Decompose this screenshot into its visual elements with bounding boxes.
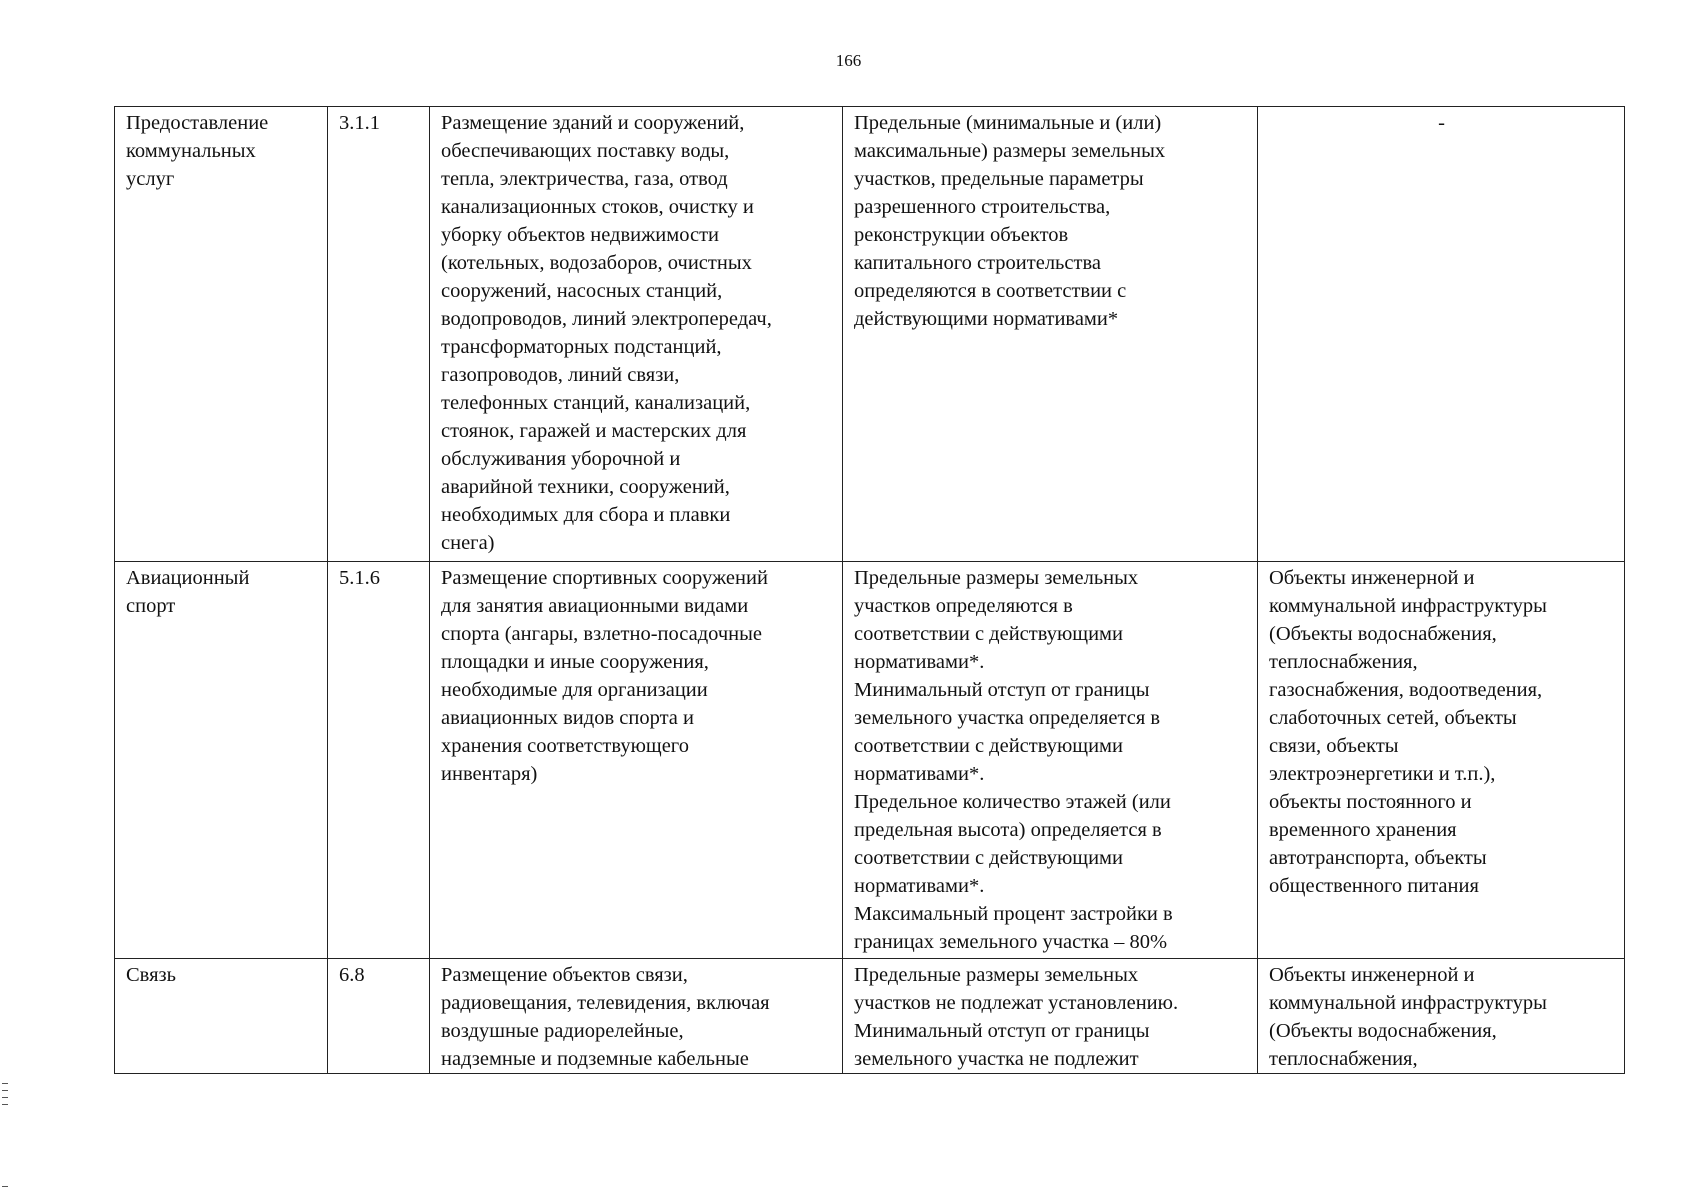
use-code-cell: 6.8 [328, 959, 430, 1074]
auxiliary-uses-cell: Объекты инженерной и коммунальной инфраструктуры (Объекты водоснабжения, теплоснабжения, [1258, 959, 1625, 1074]
use-description-cell: Размещение зданий и сооружений, обеспечивающих поставку воды, тепла, электричества, газа, отвод канализационных стоков, очистку и уборку объектов недвижимости (котельных, водозаборов, очистных сооружений, насосных станций, водопроводов, линий электропередач, трансформаторных подстанций, газопроводов, линий связи, телефонных станций, канализаций, стоянок, гаражей и мастерских для обслуживания уборочной и аварийной техники, сооружений, необходимых для сбора и плавки снега) [430, 107, 843, 562]
scan-edge-mark [2, 1097, 8, 1098]
use-name-cell: Предоставление коммунальных услуг [115, 107, 328, 562]
use-description-cell: Размещение спортивных сооружений для занятия авиационными видами спорта (ангары, взлетно-посадочные площадки и иные сооружения, необходимые для организации авиационных видов спорта и хранения соответствующего инвентаря) [430, 562, 843, 959]
scan-edge-mark [2, 1090, 8, 1091]
parameters-cell: Предельные размеры земельных участков определяются в соответствии с действующими нормативами*. Минимальный отступ от границы земельного участка определяется в соответствии с действующими нормативами*. Предельное количество этажей (или предельная высота) определяется в соответствии с действующими нормативами*. Максимальный процент застройки в границах земельного участка – 80% [843, 562, 1258, 959]
scan-edge-mark [2, 1186, 8, 1187]
scan-edge-mark [2, 1083, 8, 1084]
parameters-cell: Предельные размеры земельных участков не подлежат установлению. Минимальный отступ от границы земельного участка не подлежит [843, 959, 1258, 1074]
use-description-cell: Размещение объектов связи, радиовещания, телевидения, включая воздушные радиорелейные, надземные и подземные кабельные [430, 959, 843, 1074]
auxiliary-uses-cell: Объекты инженерной и коммунальной инфраструктуры (Объекты водоснабжения, теплоснабжения, газоснабжения, водоотведения, слаботочных сетей, объекты связи, объекты электроэнергетики и т.п.), объекты постоянного и временного хранения автотранспорта, объекты общественного питания [1258, 562, 1625, 959]
parameters-cell: Предельные (минимальные и (или) максимальные) размеры земельных участков, предельные параметры разрешенного строительства, реконструкции объектов капитального строительства определяются в соответствии с действующими нормативами* [843, 107, 1258, 562]
table-row [115, 959, 1625, 1074]
use-code-cell: 5.1.6 [328, 562, 430, 959]
table-row [115, 107, 1625, 562]
use-code-cell: 3.1.1 [328, 107, 430, 562]
auxiliary-uses-cell: - [1258, 107, 1625, 562]
use-name-cell: Авиационный спорт [115, 562, 328, 959]
land-use-table [114, 106, 1625, 1074]
page-number: 166 [835, 51, 862, 70]
table-row [115, 562, 1625, 959]
use-name-cell: Связь [115, 959, 328, 1074]
scan-edge-mark [2, 1104, 8, 1105]
